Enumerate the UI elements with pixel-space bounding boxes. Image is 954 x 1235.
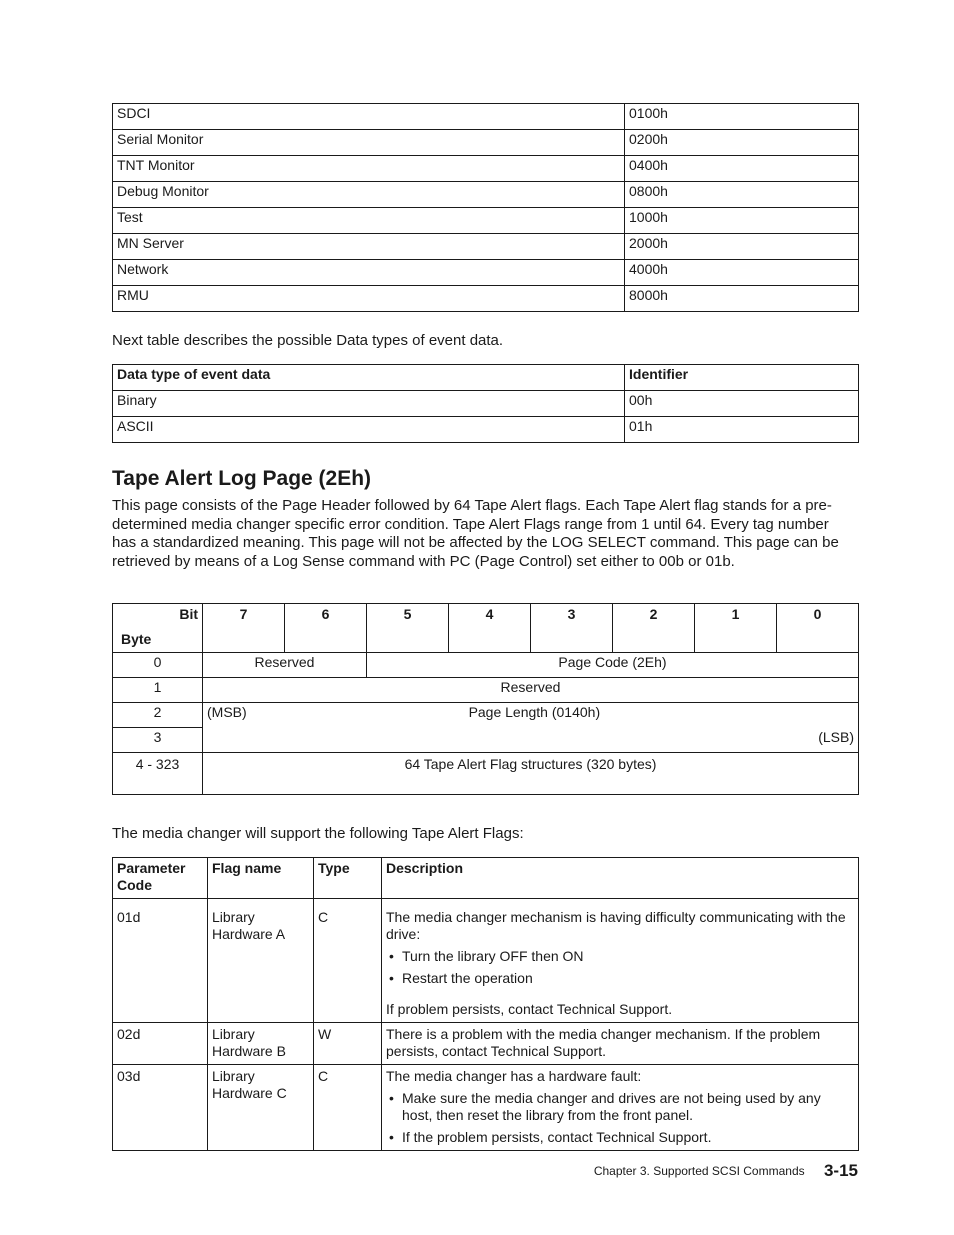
page-code-field: Page Code (2Eh): [367, 653, 859, 678]
source-code: 2000h: [625, 234, 859, 260]
source-name: MN Server: [113, 234, 625, 260]
table-row: [113, 260, 859, 286]
source-code: 0800h: [625, 182, 859, 208]
flags-intro: The media changer will support the following Tape Alert Flags:: [112, 825, 524, 842]
datatypes-table: [112, 364, 859, 443]
source-code: 4000h: [625, 260, 859, 286]
table-row: [113, 156, 859, 182]
datatype-name: Binary: [113, 391, 625, 417]
table-row: [113, 1065, 859, 1151]
byte-number: 4 - 323: [113, 753, 203, 795]
reserved-field: Reserved: [203, 653, 367, 678]
table-row: [113, 753, 859, 795]
source-name: Debug Monitor: [113, 182, 625, 208]
page-number: 3-15: [823, 1161, 858, 1180]
source-code: 0200h: [625, 130, 859, 156]
msb-label: (MSB): [207, 704, 247, 720]
table-row: [113, 728, 859, 753]
table-row: [113, 130, 859, 156]
lsb-label: (LSB): [203, 728, 859, 753]
byte-number: 0: [113, 653, 203, 678]
bit-header-row: [113, 604, 859, 653]
bit-number: 2: [613, 604, 695, 653]
table-row: [113, 208, 859, 234]
list-item: • Turn the library OFF then ON: [386, 948, 854, 965]
flag-name: Library Hardware A: [208, 899, 314, 1023]
chapter-title: Chapter 3. Supported SCSI Commands: [593, 1164, 805, 1178]
list-item: • Restart the operation: [386, 970, 854, 987]
parameter-code: 03d: [113, 1065, 208, 1151]
table-row: [113, 417, 859, 443]
table-row: [113, 182, 859, 208]
table-row: [113, 899, 859, 1023]
flag-description: There is a problem with the media changer mechanism. If the problem persists, contact Technical Support.: [382, 1023, 859, 1065]
source-name: RMU: [113, 286, 625, 312]
flag-type: C: [314, 1065, 382, 1151]
flag-structures-field: 64 Tape Alert Flag structures (320 bytes): [203, 753, 859, 795]
source-codes-table: [112, 103, 859, 312]
bit-label: Bit: [179, 606, 198, 622]
bit-number: 4: [449, 604, 531, 653]
flag-type: C: [314, 899, 382, 1023]
flag-type: W: [314, 1023, 382, 1065]
source-name: Test: [113, 208, 625, 234]
bullet-list: [386, 1090, 854, 1146]
datatype-id: 01h: [625, 417, 859, 443]
bit-number: 5: [367, 604, 449, 653]
page-footer: [594, 1161, 858, 1181]
byte-label: Byte: [121, 631, 152, 647]
table-row: [113, 234, 859, 260]
table-row: [113, 286, 859, 312]
source-name: TNT Monitor: [113, 156, 625, 182]
table-header-row: [113, 858, 859, 899]
source-code: 8000h: [625, 286, 859, 312]
page-length-field: [203, 703, 859, 728]
list-item: • Make sure the media changer and drives are not being used by any host, then reset the library from the front panel.: [386, 1090, 854, 1124]
list-item: • If the problem persists, contact Technical Support.: [386, 1129, 854, 1146]
bit-number: 0: [777, 604, 859, 653]
bullet-list: [386, 948, 854, 987]
source-code: 1000h: [625, 208, 859, 234]
column-header: Identifier: [625, 365, 859, 391]
page-length-label: Page Length (0140h): [468, 704, 601, 720]
parameter-code: 02d: [113, 1023, 208, 1065]
section-title: Tape Alert Log Page (2Eh): [112, 467, 372, 490]
bit-number: 7: [203, 604, 285, 653]
source-name: Network: [113, 260, 625, 286]
table-row: [113, 104, 859, 130]
table-row: [113, 391, 859, 417]
flag-description: [382, 1065, 859, 1151]
source-name: Serial Monitor: [113, 130, 625, 156]
byte-number: 3: [113, 728, 203, 753]
table-row: [113, 653, 859, 678]
bit-number: 3: [531, 604, 613, 653]
source-code: 0400h: [625, 156, 859, 182]
table-header-row: [113, 365, 859, 391]
column-header: Parameter Code: [113, 858, 208, 899]
source-code: 0100h: [625, 104, 859, 130]
datatype-id: 00h: [625, 391, 859, 417]
source-name: SDCI: [113, 104, 625, 130]
flag-name: Library Hardware B: [208, 1023, 314, 1065]
tape-alert-flags-table: [112, 857, 859, 1151]
byte-number: 1: [113, 678, 203, 703]
flag-description: [382, 899, 859, 1023]
section-description: This page consists of the Page Header followed by 64 Tape Alert flags. Each Tape Alert flag stands for a pre-determined media changer specific error condition. Tape Alert Flags range from 1 until 64. Every tag number has a standardized meaning. This page will not be affected by the LOG SELECT command. This page can be retrieved by means of a Log Sense command with PC (Page Control) set either to 00b or 01b.: [112, 497, 839, 570]
table-row: [113, 703, 859, 728]
datatypes-intro: Next table describes the possible Data types of event data.: [112, 332, 504, 349]
description-text: The media changer has a hardware fault:: [386, 1068, 642, 1084]
column-header: Flag name: [208, 858, 314, 899]
column-header: Description: [382, 858, 859, 899]
bit-number: 1: [695, 604, 777, 653]
log-page-format-table: [112, 603, 859, 795]
bit-byte-header: [113, 604, 203, 653]
datatype-name: ASCII: [113, 417, 625, 443]
table-row: [113, 1023, 859, 1065]
bit-number: 6: [285, 604, 367, 653]
description-text: The media changer mechanism is having difficulty communicating with the drive:: [386, 909, 846, 942]
table-row: [113, 678, 859, 703]
flag-name: Library Hardware C: [208, 1065, 314, 1151]
parameter-code: 01d: [113, 899, 208, 1023]
byte-number: 2: [113, 703, 203, 728]
reserved-field: Reserved: [203, 678, 859, 703]
description-note: If problem persists, contact Technical Support.: [386, 1001, 673, 1017]
column-header: Data type of event data: [113, 365, 625, 391]
column-header: Type: [314, 858, 382, 899]
